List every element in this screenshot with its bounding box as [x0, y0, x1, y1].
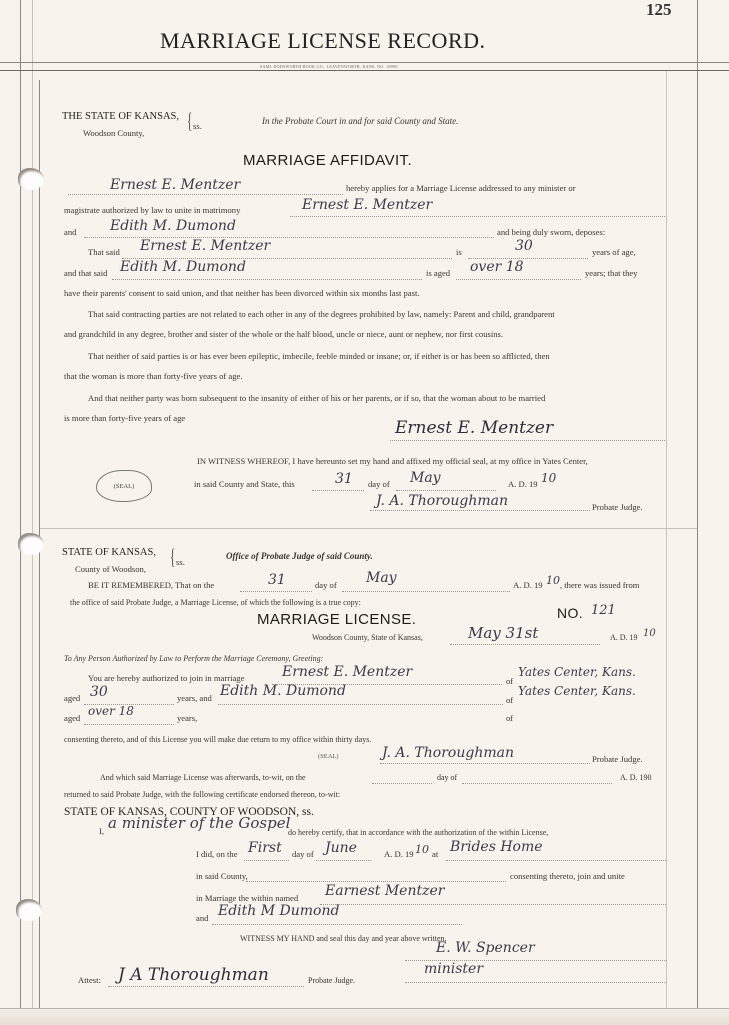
printer-imprint: SAML DODSWORTH BOOK CO., LEAVENWORTH, KANS. NO. 18090	[260, 64, 398, 69]
seal-mark: (SEAL)	[318, 753, 339, 760]
punch-hole-middle	[18, 533, 44, 555]
marriage-day: First	[248, 840, 282, 856]
certificate-bride: Edith M Dumond	[218, 903, 340, 919]
office-heading: Office of Probate Judge of said County.	[226, 551, 373, 561]
license-number: 121	[591, 603, 616, 618]
applicant-name: Ernest E. Mentzer	[110, 177, 241, 193]
health-paragraph-line1: That neither of said parties is or has ever been epileptic, imbecile, feeble minded or insane; or, if either is or has been so afflicted, then	[88, 351, 550, 361]
punch-hole-bottom	[16, 899, 42, 921]
bride-residence: Yates Center, Kans.	[518, 684, 636, 698]
affidavit-month: May	[410, 470, 441, 486]
license-number-label: NO.	[557, 605, 584, 621]
of-label: of	[506, 713, 514, 723]
years-that-they-label: years; that they	[585, 268, 638, 278]
is-label: is	[456, 247, 462, 257]
venue-county: Woodson County,	[83, 128, 145, 138]
groom-name-age-line: Ernest E. Mentzer	[140, 238, 271, 254]
returned-text-1: And which said Marriage License was afterwards, to-wit, on the	[100, 773, 306, 782]
marriage-place: Brides Home	[450, 839, 543, 855]
years-of-age-label: years of age,	[592, 247, 636, 257]
ad-label: A. D. 19	[384, 849, 414, 859]
license-date: May 31st	[468, 624, 539, 642]
bride-name: Edith M. Dumond	[110, 218, 236, 234]
marriage-month: June	[325, 840, 357, 856]
venue-state: STATE OF KANSAS,	[62, 547, 156, 558]
consenting-text: consenting thereto, join and unite	[510, 871, 625, 881]
aged-label: aged	[64, 693, 81, 703]
applies-text: hereby applies for a Marriage License addressed to any minister or	[346, 183, 576, 193]
page-bottom-edge	[0, 1008, 729, 1025]
returned-text-2: returned to said Probate Judge, with the following certificate endorsed thereon, to-wit:	[64, 790, 341, 799]
is-aged-label: is aged	[426, 268, 451, 278]
be-it-remembered-text: BE IT REMEMBERED, That on the	[88, 580, 215, 590]
affidavit-day: 31	[335, 471, 353, 487]
license-groom-age: 30	[90, 684, 108, 700]
day-of-label: day of	[292, 849, 314, 859]
day-of-label: day of	[315, 580, 337, 590]
and-label: and	[64, 227, 77, 237]
page-number: 125	[646, 0, 672, 19]
issued-year: 10	[546, 574, 560, 587]
issued-day: 31	[268, 572, 286, 588]
brace: {	[187, 108, 193, 133]
ad-label: A. D. 19	[513, 580, 543, 590]
certify-text: do hereby certify, that in accordance with the authorization of the within License,	[288, 828, 549, 837]
attest-label: Attest:	[78, 975, 101, 985]
court-heading: In the Probate Court in and for said County and State.	[262, 116, 459, 126]
in-said-county-text: in said County and State, this	[194, 479, 295, 489]
certificate-venue: STATE OF KANSAS, COUNTY OF WOODSON, ss.	[64, 806, 314, 818]
officiant-title: minister	[424, 961, 484, 977]
ad-label: A. D. 190	[620, 773, 652, 782]
margin-rule-right-inner	[666, 70, 667, 1010]
authorized-text: You are hereby authorized to join in marriage	[88, 673, 245, 683]
header-rule-top	[0, 62, 729, 63]
applicant-signature: Ernest E. Mentzer	[395, 418, 554, 438]
of-label: of	[506, 676, 514, 686]
section-divider	[40, 528, 697, 529]
certificate-groom: Earnest Mentzer	[325, 883, 445, 899]
and-that-said-label: and that said	[64, 268, 108, 278]
ss-label: ss.	[193, 121, 202, 131]
license-year: 10	[643, 628, 656, 639]
of-label: of	[506, 695, 514, 705]
insanity-paragraph-line2: is more than forty-five years of age	[64, 413, 186, 423]
venue-state: THE STATE OF KANSAS,	[62, 111, 180, 122]
license-bride: Edith M. Dumond	[220, 683, 346, 699]
i-did-label: I did, on the	[196, 849, 238, 859]
consenting-text: consenting thereto, and of this License you will make due return to my office within thirty days.	[64, 735, 372, 744]
insanity-paragraph-line1: And that neither party was born subsequent to the insanity of either of his or her parents, or if so, that the woman about to be married	[88, 393, 546, 403]
page-title: MARRIAGE LICENSE RECORD.	[160, 28, 486, 53]
day-of-label: day of	[368, 479, 390, 489]
affidavit-title: MARRIAGE AFFIDAVIT.	[243, 152, 413, 169]
aged-label: aged	[64, 713, 81, 723]
attest-signature: J A Thoroughman	[118, 965, 269, 985]
groom-name: Ernest E. Mentzer	[302, 197, 433, 213]
in-said-county-label: in said County,	[196, 871, 248, 881]
consent-paragraph: have their parents' consent to said union, and that neither has been divorced within six months last past.	[64, 288, 420, 298]
officiant-description: a minister of the Gospel	[108, 814, 291, 832]
margin-rule-right	[697, 0, 698, 1010]
header-rule-bottom	[0, 70, 729, 71]
magistrate-text: magistrate authorized by law to unite in matrimony	[64, 205, 241, 215]
that-said-label: That said	[88, 247, 120, 257]
county-state-text: Woodson County, State of Kansas,	[312, 633, 423, 642]
in-marriage-label: in Marriage the within named	[196, 893, 299, 903]
groom-age: 30	[515, 238, 533, 254]
issued-month: May	[366, 570, 397, 586]
groom-residence: Yates Center, Kans.	[518, 665, 636, 679]
years-label: years,	[177, 713, 198, 723]
ss-label: ss.	[176, 557, 185, 567]
judge-title: Probate Judge.	[592, 502, 643, 512]
sworn-text: and being duly sworn, deposes:	[497, 227, 606, 237]
judge-title: Probate Judge.	[308, 976, 356, 985]
judge-signature: J. A. Thoroughman	[376, 493, 508, 509]
brace: {	[170, 544, 176, 569]
seal-mark: (SEAL)	[96, 470, 152, 502]
license-judge-signature: J. A. Thoroughman	[382, 745, 514, 761]
ad-label: A. D. 19	[508, 479, 538, 489]
ad-label: A. D. 19	[610, 633, 638, 642]
years-and-label: years, and	[177, 693, 212, 703]
witness-hand-text: WITNESS MY HAND and seal this day and year above written.	[240, 934, 447, 943]
health-paragraph-line2: that the woman is more than forty-five years of age.	[64, 371, 243, 381]
issued-text: , there was issued from	[560, 580, 640, 590]
punch-hole-top	[18, 168, 44, 190]
judge-title: Probate Judge.	[592, 754, 643, 764]
venue-county: County of Woodson,	[75, 564, 147, 574]
marriage-year: 10	[415, 843, 429, 856]
bride-age: over 18	[470, 259, 524, 275]
at-label: at	[432, 849, 439, 859]
relation-paragraph-line2: and grandchild in any degree, brother and sister of the whole or the half blood, uncle or niece, aunt or nephew, nor first cousins.	[64, 329, 504, 339]
bride-name-age-line: Edith M. Dumond	[120, 259, 246, 275]
i-label: I,	[99, 826, 105, 836]
affidavit-year: 10	[541, 471, 557, 485]
license-groom: Ernest E. Mentzer	[282, 664, 413, 680]
margin-rule-left-outer	[20, 0, 21, 1024]
margin-rule-left-inner	[32, 0, 33, 1024]
true-copy-text: the office of said Probate Judge, a Marriage License, of which the following is a true copy:	[70, 598, 361, 607]
license-bride-age: over 18	[88, 704, 134, 718]
license-title: MARRIAGE LICENSE.	[257, 611, 417, 628]
day-of-label: day of	[437, 773, 458, 782]
greeting: To Any Person Authorized by Law to Perform the Marriage Ceremony, Greeting:	[64, 654, 324, 663]
and-label: and	[196, 913, 209, 923]
witness-whereof-text: IN WITNESS WHEREOF, I have hereunto set my hand and affixed my official seal, at my office in Yates Center,	[197, 456, 588, 466]
officiant-signature: E. W. Spencer	[436, 940, 535, 956]
relation-paragraph-line1: That said contracting parties are not related to each other in any of the degrees prohibited by law, namely: Parent and child, grandparent	[88, 309, 555, 319]
